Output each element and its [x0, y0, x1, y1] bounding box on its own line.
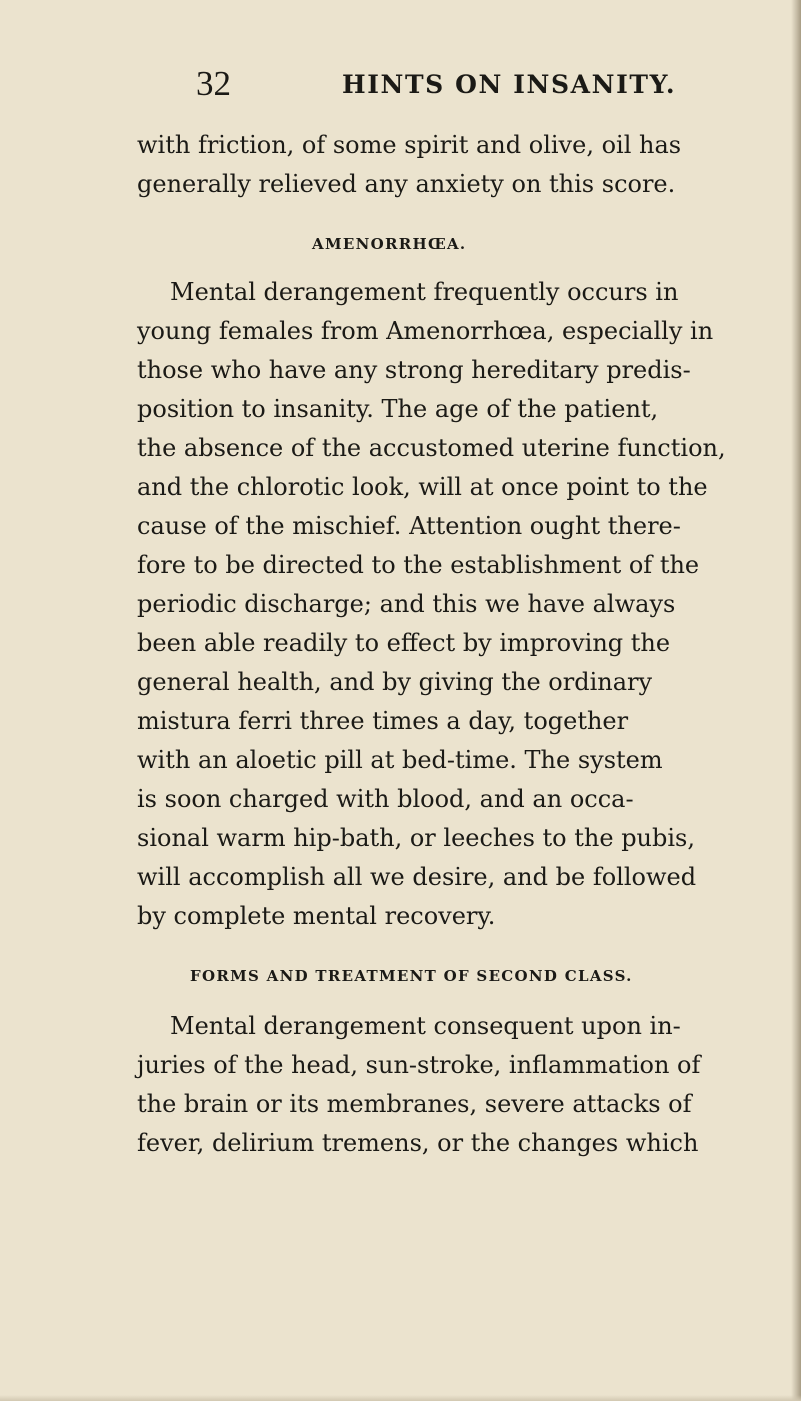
body-line: been able readily to effect by improving the [137, 629, 671, 657]
body-line: those who have any strong hereditary predis- [137, 356, 691, 384]
section-heading-amenorrhoea: AMENORRHŒA. [312, 235, 467, 253]
body-line: fever, delirium tremens, or the changes which [137, 1129, 699, 1157]
body-line: general health, and by giving the ordinary [137, 668, 653, 696]
body-line: the brain or its membranes, severe attacks of [137, 1090, 692, 1118]
body-line: and the chlorotic look, will at once point to the [137, 473, 708, 501]
page-edge-shadow [791, 0, 801, 1401]
body-line: young females from Amenorrhœa, especially in [137, 317, 714, 345]
running-header [196, 64, 756, 104]
body-line: position to insanity. The age of the patient, [137, 395, 659, 423]
body-line: sional warm hip-bath, or leeches to the pubis, [137, 824, 695, 852]
intro-line-1: with friction, of some spirit and olive, oil has [137, 131, 682, 159]
body-line: periodic discharge; and this we have always [137, 590, 676, 618]
page-bottom-shadow [0, 1395, 801, 1401]
section-heading-second-class: FORMS AND TREATMENT OF SECOND CLASS. [190, 967, 633, 985]
body-line: fore to be directed to the establishment of the [137, 551, 700, 579]
intro-line-2: generally relieved any anxiety on this score. [137, 170, 676, 198]
body-line: is soon charged with blood, and an occa- [137, 785, 634, 813]
body-line: cause of the mischief. Attention ought there- [137, 512, 681, 540]
body-line: with an aloetic pill at bed-time. The system [137, 746, 663, 774]
body-line: the absence of the accustomed uterine function, [137, 434, 726, 462]
running-title: HINTS ON INSANITY. [342, 70, 677, 99]
body-line: mistura ferri three times a day, together [137, 707, 629, 735]
page-number: 32 [196, 64, 231, 103]
body-line: will accomplish all we desire, and be followed [137, 863, 697, 891]
body-line: by complete mental recovery. [137, 902, 496, 930]
body-line: juries of the head, sun-stroke, inflammation of [137, 1051, 701, 1079]
body-line: Mental derangement frequently occurs in [170, 278, 679, 306]
body-line: Mental derangement consequent upon in- [170, 1012, 681, 1040]
